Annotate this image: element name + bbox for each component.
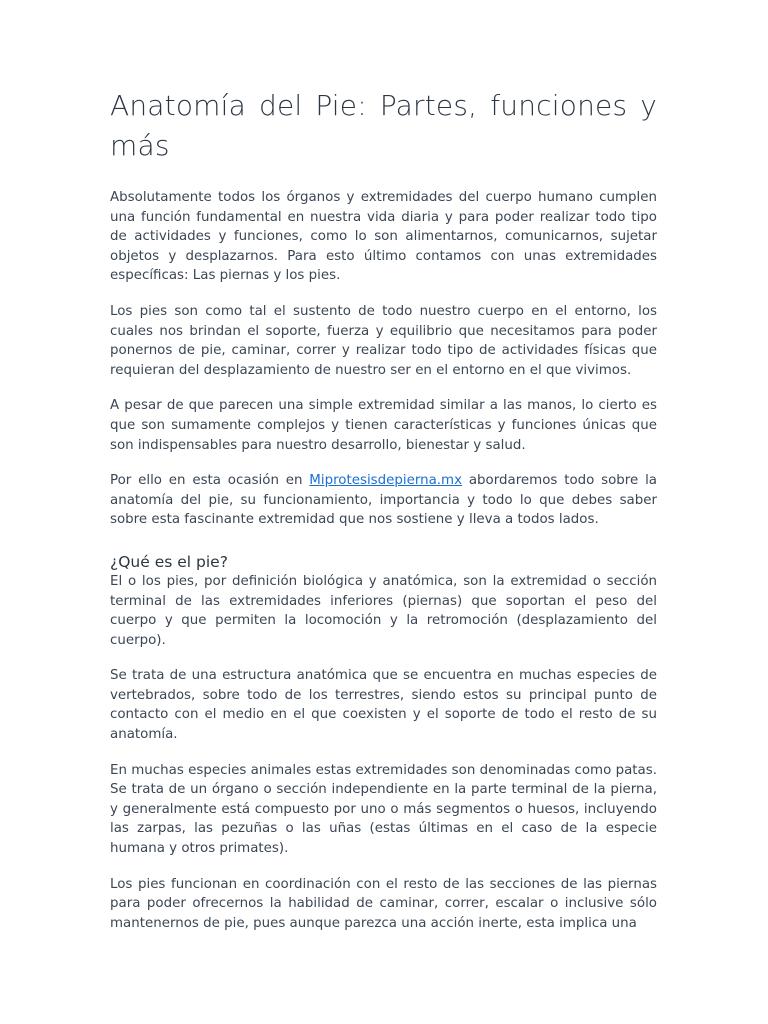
- section-paragraph-1: El o los pies, por definición biológica y anatómica, son la extremidad o sección terminal de las extremidades inferiores (piernas) que soportan el peso del cuerpo y que permiten la locomoción y la retromoción (desplazamiento del cuerpo).: [110, 573, 657, 648]
- intro-paragraph-3: A pesar de que parecen una simple extremidad similar a las manos, lo cierto es que son sumamente complejos y tienen características y funciones únicas que son indispensables para nuestro desarrollo, bienestar y salud.: [110, 398, 657, 453]
- section-paragraph-3: En muchas especies animales estas extremidades son denominadas como patas. Se trata de un órgano o sección independiente en la parte terminal de la pierna, y generalmente está compuesto por uno o más segmentos o huesos, incluyendo las zarpas, las pezuñas o las uñas (estas últimas en el caso de la especie humana y otros primates).: [110, 762, 657, 857]
- site-link[interactable]: Miprotesisdepierna.mx: [309, 473, 463, 489]
- intro-paragraph-4-after: abordaremos todo sobre la anatomía del pie, su funcionamiento, importancia y todo lo que debes saber sobre esta fascinante extremidad que nos sostiene y lleva a todos lados.: [110, 473, 657, 528]
- intro-paragraph-1: Absolutamente todos los órganos y extremidades del cuerpo humano cumplen una función fundamental en nuestra vida diaria y para poder realizar todo tipo de actividades y funciones, como lo son alimentarnos, comunicarnos, sujetar objetos y desplazarnos. Para esto último contamos con unas extremidades específicas: Las piernas y los pies.: [110, 190, 657, 284]
- article-title: Anatomía del Pie: Partes, funciones y más: [110, 89, 657, 162]
- section-heading-que-es-el-pie: ¿Qué es el pie?: [110, 552, 228, 571]
- intro-paragraph-2: Los pies son como tal el sustento de todo nuestro cuerpo en el entorno, los cuales nos brindan el soporte, fuerza y equilibrio que necesitamos para poder ponernos de pie, caminar, correr y realizar todo tipo de actividades físicas que requieran del desplazamiento de nuestro ser en el entorno en el que vivimos.: [110, 303, 657, 378]
- document-page: [110, 86, 657, 949]
- intro-paragraph-4-before: Por ello en esta ocasión en: [110, 473, 310, 489]
- section-paragraph-2: Se trata de una estructura anatómica que se encuentra en muchas especies de vertebrados, sobre todo de los terrestres, siendo estos su principal punto de contacto con el medio en el que coexisten y el soporte de todo el resto de su anatomía.: [110, 668, 657, 743]
- intro-paragraph-4: [110, 471, 657, 530]
- section-paragraph-4: Los pies funcionan en coordinación con el resto de las secciones de las piernas para poder ofrecernos la habilidad de caminar, correr, escalar o inclusive sólo mantenernos de pie, pues aunque parezca una acción inerte, esta implica una: [110, 876, 657, 931]
